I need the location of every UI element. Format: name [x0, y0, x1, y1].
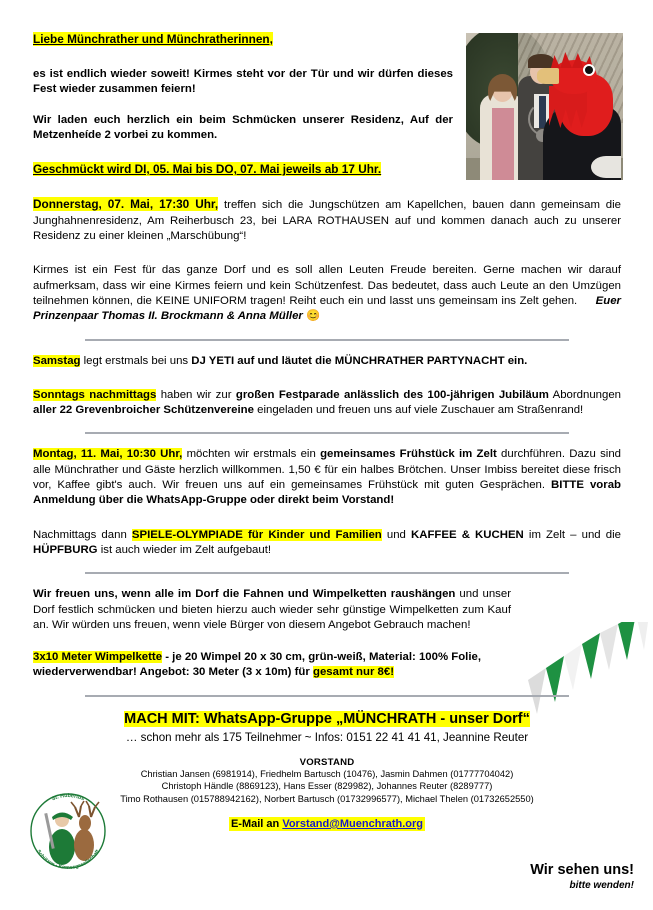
sunday-t1: haben wir zur [156, 388, 236, 401]
email-highlight-box [229, 817, 425, 831]
flags-t1: und unser Dorf festlich schmücken und bieten hierzu auch wieder sehr günstige Wimpelketten zum Kauf an. Wir würden uns freuen, wenn viele Bürger von diesem Angebot Gebrauch machen! [33, 588, 511, 631]
intro-paragraph-1: es ist endlich wieder soweit! Kirmes steht vor der Tür und wir dürfen dieses Fest wieder zusammen feiern! [33, 68, 453, 96]
email-line [33, 818, 621, 830]
vorstand-heading: VORSTAND [299, 756, 355, 768]
thursday-rest: treffen sich die Jungschützen am Kapellchen, bauen dann gemeinsam die Junghahnenresidenz, Am Reiherbusch 23, bei LARA ROTHAUSEN auf und kommen danach auch zu unserer Residenz zu einer kleinen „Marschübung“! [33, 199, 621, 243]
vorstand-line-3: Timo Rothausen (015788942162), Norbert Bartusch (01732996577), Michael Thelen (01732652550) [120, 793, 534, 804]
kirmes-paragraph [33, 263, 621, 324]
mach-mit-text: MACH MIT: WhatsApp-Gruppe „MÜNCHRATH - unser Dorf“ [124, 710, 530, 727]
intro-paragraph-2: Wir laden euch herzlich ein beim Schmücken unserer Residenz, Auf der Metzenheíde 2 vorbei zu kommen. [33, 113, 453, 141]
monday-paragraph [33, 447, 621, 508]
monday-b1: gemeinsames Frühstück im Zelt [320, 448, 497, 461]
email-label: E-Mail an [230, 817, 283, 830]
monday-highlight: Montag, 11. Mai, 10:30 Uhr, [33, 448, 183, 461]
offer-hl2: gesamt nur 8€! [312, 666, 395, 679]
flyer-body [33, 30, 621, 830]
flags-paragraph [33, 587, 511, 633]
monday-t2: durchführen. Dazu sind alle Münchrather und Gäste herzlich willkommen. 1,50 € für ein halbes Brötchen. Unser Imbiss bereitet diese frisch vor, Kaffee gibt's auch. Wir freuen uns auf ein gemeinsames Frühstück mit guten Gesprächen. [33, 448, 621, 492]
afternoon-b1: KAFFEE & KUCHEN [411, 528, 524, 541]
decorate-line [33, 162, 621, 178]
saturday-highlight: Samstag [33, 354, 81, 367]
smiling-face-emoji: 😊 [306, 310, 321, 323]
saturday-text: legt erstmals bei uns [80, 354, 192, 367]
kirmes-text: Kirmes ist ein Fest für das ganze Dorf und es soll allen Leuten Freude bereiten. Gerne machen wir darauf aufmerksam, dass wir eine Kirmes feiern und kein Schützenfest. Das bedeutet, dass auch Leute an den Umzügen teilnehmen können, die KEINE UNIFORM tragen! Reiht euch ein und lasst uns gemeinsam ins Zelt gehen. [33, 264, 621, 307]
sunday-highlight: Sonntags nachmittags [33, 388, 157, 401]
offer-hl1: 3x10 Meter Wimpelkette [33, 651, 163, 664]
decorate-text: Geschmückt wird DI, 05. Mai bis DO, 07. Mai jeweils ab 17 Uhr. [33, 162, 382, 177]
closing-headline: Wir sehen uns! [530, 862, 634, 878]
sunday-paragraph [33, 388, 621, 419]
closing-subline: bitte wenden! [569, 880, 634, 891]
afternoon-t1: Nachmittags dann [33, 528, 132, 541]
greeting-text: Liebe Münchrather und Münchratherinnen, [33, 32, 273, 46]
saturday-paragraph [33, 354, 621, 369]
offer-paragraph [33, 650, 528, 681]
mach-mit-heading [33, 711, 621, 727]
thursday-paragraph [33, 197, 621, 244]
flags-b1: Wir freuen uns, wenn alle im Dorf die Fahnen und Wimpelketten raushängen [33, 588, 456, 601]
vorstand-line-2: Christoph Händle (8869123), Hans Esser (829982), Johannes Reuter (8289777) [161, 781, 493, 792]
sunday-b2: aller 22 Grevenbroicher Schützenvereine [33, 404, 254, 417]
afternoon-t2: und [381, 528, 411, 541]
vorstand-line-1: Christian Jansen (6981914), Friedhelm Bartusch (10476), Jasmin Dahmen (01777704042) [140, 768, 514, 779]
svg-text:Schützen · Kirmesgesellschaft: Schützen · Kirmesgesellschaft [35, 848, 101, 871]
afternoon-hl1: SPIELE-OLYMPIADE für Kinder und Familien [131, 528, 382, 541]
email-link[interactable]: Vorstand@Muenchrath.org [282, 817, 424, 830]
sunday-b1: großen Festparade anlässlich des 100-jährigen Jubiläum [235, 388, 549, 401]
intro-block [33, 67, 453, 143]
monday-t1: möchten wir erstmals ein [182, 448, 321, 461]
teilnehmer-line: … schon mehr als 175 Teilnehmer ~ Infos: 0151 22 41 41 41, Jeannine Reuter [125, 730, 529, 744]
saturday-bold: DJ YETI auf und läutet die MÜNCHRATHER PARTYNACHT ein. [191, 354, 528, 367]
closing-block [502, 862, 634, 891]
afternoon-t3: im Zelt – und die [523, 528, 621, 541]
greeting-line [33, 30, 621, 48]
offer-b1: - je 20 Wimpel 20 x 30 cm, grün-weiß, Material: 100% Folie, wiederverwendbar! Angebot: 30 Meter (3 x 10m) für [33, 651, 481, 679]
thursday-highlight: Donnerstag, 07. Mai, 17:30 Uhr, [33, 197, 219, 212]
svg-text:St. Hubertus: St. Hubertus [50, 792, 86, 803]
afternoon-b2: HÜPFBURG [33, 543, 98, 556]
sunday-t2: Abordnungen [548, 388, 621, 401]
prince-signature: Euer Prinzenpaar Thomas II. Brockmann & Anna Müller [33, 294, 621, 323]
afternoon-paragraph [33, 528, 621, 559]
sunday-t3: eingeladen und freuen uns auf viele Zuschauer am Straßenrand! [253, 404, 584, 417]
afternoon-t4: ist auch wieder im Zelt aufgebaut! [97, 543, 272, 556]
monday-b2: BITTE vorab Anmeldung über die WhatsApp-Gruppe oder direkt beim Vorstand! [33, 479, 621, 507]
